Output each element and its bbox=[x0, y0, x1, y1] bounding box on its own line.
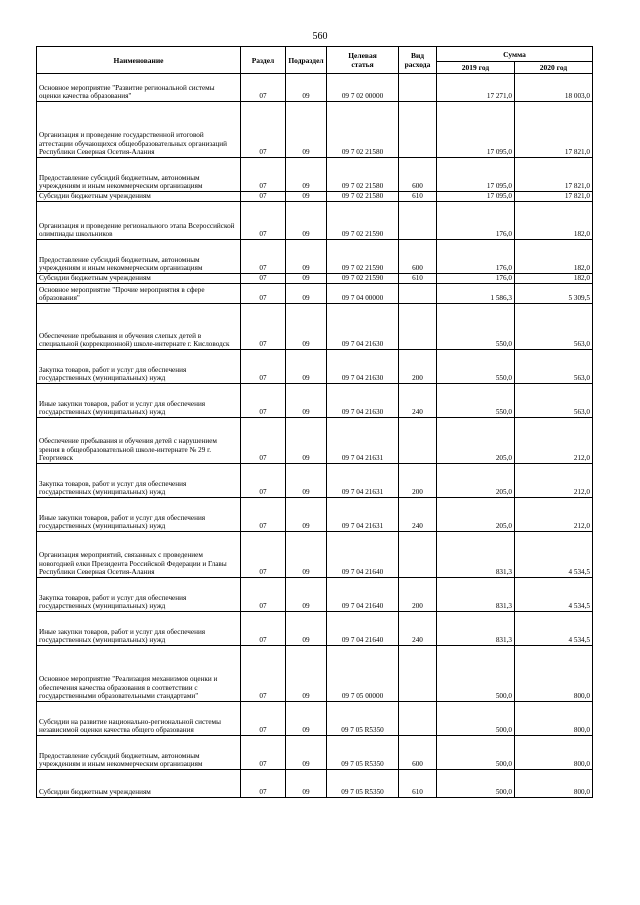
row-type: 610 bbox=[399, 770, 437, 798]
row-sum-2019: 205,0 bbox=[437, 418, 515, 464]
row-sum-2020: 4 534,5 bbox=[515, 612, 593, 646]
row-subsection: 09 bbox=[286, 102, 327, 158]
row-section: 07 bbox=[241, 284, 286, 304]
row-target: 09 7 02 21590 bbox=[327, 274, 399, 284]
header-subsection: Подраздел bbox=[286, 47, 327, 74]
row-sum-2020: 800,0 bbox=[515, 702, 593, 736]
row-target: 09 7 04 21630 bbox=[327, 350, 399, 384]
table-row bbox=[37, 532, 593, 578]
row-sum-2020: 4 534,5 bbox=[515, 578, 593, 612]
row-type bbox=[399, 74, 437, 102]
row-subsection: 09 bbox=[286, 350, 327, 384]
header-year-2020: 2020 год bbox=[515, 62, 593, 74]
row-target: 09 7 02 00000 bbox=[327, 74, 399, 102]
row-target: 09 7 05 R5350 bbox=[327, 736, 399, 770]
table-row bbox=[37, 770, 593, 798]
row-sum-2020: 182,0 bbox=[515, 240, 593, 274]
row-name: Иные закупки товаров, работ и услуг для обеспечения государственных (муниципальных) нужд bbox=[37, 612, 241, 646]
row-sum-2020: 182,0 bbox=[515, 274, 593, 284]
row-section: 07 bbox=[241, 532, 286, 578]
row-sum-2019: 1 586,3 bbox=[437, 284, 515, 304]
row-name: Основное мероприятие "Развитие региональной системы оценки качества образования" bbox=[37, 74, 241, 102]
row-section: 07 bbox=[241, 274, 286, 284]
row-section: 07 bbox=[241, 770, 286, 798]
header-type-line1: Вид bbox=[410, 51, 425, 60]
row-sum-2019: 176,0 bbox=[437, 202, 515, 240]
row-sum-2019: 205,0 bbox=[437, 464, 515, 498]
row-target: 09 7 04 21640 bbox=[327, 578, 399, 612]
row-sum-2020: 212,0 bbox=[515, 464, 593, 498]
row-name: Основное мероприятие "Прочие мероприятия в сфере образования" bbox=[37, 284, 241, 304]
table-row bbox=[37, 702, 593, 736]
row-section: 07 bbox=[241, 418, 286, 464]
table-row bbox=[37, 498, 593, 532]
row-sum-2020: 563,0 bbox=[515, 384, 593, 418]
row-name: Предоставление субсидий бюджетным, автономным учреждениям и иным некоммерческим организациям bbox=[37, 240, 241, 274]
row-sum-2019: 17 095,0 bbox=[437, 158, 515, 192]
row-section: 07 bbox=[241, 384, 286, 418]
row-section: 07 bbox=[241, 612, 286, 646]
row-subsection: 09 bbox=[286, 578, 327, 612]
table-row bbox=[37, 736, 593, 770]
row-target: 09 7 04 21640 bbox=[327, 532, 399, 578]
row-subsection: 09 bbox=[286, 418, 327, 464]
row-target: 09 7 02 21580 bbox=[327, 158, 399, 192]
table-row bbox=[37, 202, 593, 240]
row-sum-2019: 17 095,0 bbox=[437, 192, 515, 202]
header-year-2019: 2019 год bbox=[437, 62, 515, 74]
row-target: 09 7 04 21631 bbox=[327, 464, 399, 498]
row-subsection: 09 bbox=[286, 646, 327, 702]
table-row bbox=[37, 350, 593, 384]
row-name: Закупка товаров, работ и услуг для обеспечения государственных (муниципальных) нужд bbox=[37, 464, 241, 498]
row-name: Организация мероприятий, связанных с проведением новогодней елки Президента Российской Федерации и Главы Республики Северная Осетия-Алания bbox=[37, 532, 241, 578]
row-sum-2019: 500,0 bbox=[437, 736, 515, 770]
row-sum-2019: 831,3 bbox=[437, 578, 515, 612]
row-name: Основное мероприятие "Реализация механизмов оценки и обеспечения качества образования в соответствии с государственными образовательными стандартами" bbox=[37, 646, 241, 702]
row-name: Предоставление субсидий бюджетным, автономным учреждениям и иным некоммерческим организациям bbox=[37, 736, 241, 770]
row-sum-2020: 800,0 bbox=[515, 736, 593, 770]
row-target: 09 7 02 21580 bbox=[327, 102, 399, 158]
table-row bbox=[37, 578, 593, 612]
row-sum-2019: 550,0 bbox=[437, 350, 515, 384]
row-name: Иные закупки товаров, работ и услуг для обеспечения государственных (муниципальных) нужд bbox=[37, 498, 241, 532]
row-type bbox=[399, 102, 437, 158]
table-row bbox=[37, 74, 593, 102]
row-subsection: 09 bbox=[286, 736, 327, 770]
row-sum-2020: 18 003,0 bbox=[515, 74, 593, 102]
row-name: Предоставление субсидий бюджетным, автономным учреждениям и иным некоммерческим организациям bbox=[37, 158, 241, 192]
table-row bbox=[37, 464, 593, 498]
row-name: Организация и проведение регионального этапа Всероссийской олимпиады школьников bbox=[37, 202, 241, 240]
row-target: 09 7 05 00000 bbox=[327, 646, 399, 702]
page-number: 560 bbox=[312, 31, 328, 42]
row-target: 09 7 05 R5350 bbox=[327, 702, 399, 736]
row-section: 07 bbox=[241, 240, 286, 274]
row-type: 600 bbox=[399, 240, 437, 274]
table-row bbox=[37, 418, 593, 464]
row-name: Закупка товаров, работ и услуг для обеспечения государственных (муниципальных) нужд bbox=[37, 350, 241, 384]
table-row bbox=[37, 158, 593, 192]
row-subsection: 09 bbox=[286, 702, 327, 736]
row-type bbox=[399, 418, 437, 464]
row-subsection: 09 bbox=[286, 274, 327, 284]
row-type bbox=[399, 702, 437, 736]
row-target: 09 7 04 21631 bbox=[327, 498, 399, 532]
row-section: 07 bbox=[241, 74, 286, 102]
header-target bbox=[327, 47, 399, 74]
row-type bbox=[399, 532, 437, 578]
row-subsection: 09 bbox=[286, 240, 327, 274]
row-sum-2019: 831,3 bbox=[437, 532, 515, 578]
table-header bbox=[37, 47, 593, 74]
row-section: 07 bbox=[241, 464, 286, 498]
row-sum-2020: 17 821,0 bbox=[515, 192, 593, 202]
row-type: 200 bbox=[399, 350, 437, 384]
row-target: 09 7 02 21590 bbox=[327, 202, 399, 240]
row-subsection: 09 bbox=[286, 202, 327, 240]
row-type: 610 bbox=[399, 192, 437, 202]
row-sum-2020: 563,0 bbox=[515, 350, 593, 384]
row-subsection: 09 bbox=[286, 770, 327, 798]
row-subsection: 09 bbox=[286, 304, 327, 350]
row-section: 07 bbox=[241, 192, 286, 202]
row-name: Иные закупки товаров, работ и услуг для обеспечения государственных (муниципальных) нужд bbox=[37, 384, 241, 418]
row-sum-2019: 205,0 bbox=[437, 498, 515, 532]
row-sum-2019: 500,0 bbox=[437, 646, 515, 702]
row-subsection: 09 bbox=[286, 384, 327, 418]
row-target: 09 7 04 21630 bbox=[327, 304, 399, 350]
row-name: Обеспечение пребывания и обучения детей с нарушением зрения в общеобразовательной школе-интернате № 29 г. Георгиевск bbox=[37, 418, 241, 464]
row-type: 240 bbox=[399, 612, 437, 646]
row-type: 200 bbox=[399, 464, 437, 498]
row-sum-2020: 17 821,0 bbox=[515, 102, 593, 158]
row-sum-2019: 500,0 bbox=[437, 770, 515, 798]
row-type: 610 bbox=[399, 274, 437, 284]
row-subsection: 09 bbox=[286, 158, 327, 192]
row-sum-2019: 831,3 bbox=[437, 612, 515, 646]
row-section: 07 bbox=[241, 304, 286, 350]
row-subsection: 09 bbox=[286, 284, 327, 304]
row-subsection: 09 bbox=[286, 532, 327, 578]
row-section: 07 bbox=[241, 158, 286, 192]
table-row bbox=[37, 284, 593, 304]
row-section: 07 bbox=[241, 498, 286, 532]
row-target: 09 7 02 21590 bbox=[327, 240, 399, 274]
row-section: 07 bbox=[241, 350, 286, 384]
row-sum-2020: 17 821,0 bbox=[515, 158, 593, 192]
row-sum-2019: 550,0 bbox=[437, 304, 515, 350]
table-body bbox=[37, 74, 593, 798]
header-sum: Сумма bbox=[437, 47, 593, 62]
budget-table bbox=[36, 46, 593, 798]
row-subsection: 09 bbox=[286, 612, 327, 646]
row-section: 07 bbox=[241, 702, 286, 736]
row-section: 07 bbox=[241, 646, 286, 702]
row-section: 07 bbox=[241, 736, 286, 770]
row-type bbox=[399, 202, 437, 240]
header-name: Наименование bbox=[37, 47, 241, 74]
row-type: 240 bbox=[399, 384, 437, 418]
row-name: Организация и проведение государственной итоговой аттестации обучающихся общеобразовательных организаций Республики Северная Осетия-Алания bbox=[37, 102, 241, 158]
row-name: Обеспечение пребывания и обучения слепых детей в специальной (коррекционной) школе-интернате г. Кисловодск bbox=[37, 304, 241, 350]
row-target: 09 7 04 00000 bbox=[327, 284, 399, 304]
table-row bbox=[37, 304, 593, 350]
row-sum-2019: 550,0 bbox=[437, 384, 515, 418]
header-type-line2: расхода bbox=[404, 60, 431, 69]
row-sum-2019: 176,0 bbox=[437, 274, 515, 284]
table-row bbox=[37, 384, 593, 418]
row-sum-2020: 563,0 bbox=[515, 304, 593, 350]
row-section: 07 bbox=[241, 202, 286, 240]
row-target: 09 7 04 21640 bbox=[327, 612, 399, 646]
row-sum-2019: 17 271,0 bbox=[437, 74, 515, 102]
row-name: Субсидии бюджетным учреждениям bbox=[37, 770, 241, 798]
row-sum-2019: 500,0 bbox=[437, 702, 515, 736]
table-row bbox=[37, 274, 593, 284]
header-section: Раздел bbox=[241, 47, 286, 74]
row-type: 240 bbox=[399, 498, 437, 532]
row-subsection: 09 bbox=[286, 464, 327, 498]
row-section: 07 bbox=[241, 102, 286, 158]
row-sum-2020: 182,0 bbox=[515, 202, 593, 240]
row-target: 09 7 05 R5350 bbox=[327, 770, 399, 798]
row-target: 09 7 02 21580 bbox=[327, 192, 399, 202]
row-section: 07 bbox=[241, 578, 286, 612]
row-subsection: 09 bbox=[286, 498, 327, 532]
row-name: Закупка товаров, работ и услуг для обеспечения государственных (муниципальных) нужд bbox=[37, 578, 241, 612]
table-row bbox=[37, 102, 593, 158]
row-sum-2019: 176,0 bbox=[437, 240, 515, 274]
row-subsection: 09 bbox=[286, 74, 327, 102]
row-sum-2020: 5 309,5 bbox=[515, 284, 593, 304]
table-row bbox=[37, 612, 593, 646]
header-type bbox=[399, 47, 437, 74]
row-type: 600 bbox=[399, 158, 437, 192]
row-name: Субсидии на развитие национально-региональной системы независимой оценки качества общего образования bbox=[37, 702, 241, 736]
row-target: 09 7 04 21631 bbox=[327, 418, 399, 464]
row-type: 600 bbox=[399, 736, 437, 770]
row-target: 09 7 04 21630 bbox=[327, 384, 399, 418]
row-type bbox=[399, 304, 437, 350]
table-row bbox=[37, 192, 593, 202]
row-sum-2020: 4 534,5 bbox=[515, 532, 593, 578]
row-sum-2020: 212,0 bbox=[515, 418, 593, 464]
table-row bbox=[37, 240, 593, 274]
row-name: Субсидии бюджетным учреждениям bbox=[37, 274, 241, 284]
row-sum-2020: 212,0 bbox=[515, 498, 593, 532]
row-name: Субсидии бюджетным учреждениям bbox=[37, 192, 241, 202]
row-subsection: 09 bbox=[286, 192, 327, 202]
row-type bbox=[399, 284, 437, 304]
row-sum-2019: 17 095,0 bbox=[437, 102, 515, 158]
row-type bbox=[399, 646, 437, 702]
header-target-line2: статья bbox=[351, 60, 374, 69]
row-type: 200 bbox=[399, 578, 437, 612]
header-target-line1: Целевая bbox=[348, 51, 377, 60]
row-sum-2020: 800,0 bbox=[515, 770, 593, 798]
row-sum-2020: 800,0 bbox=[515, 646, 593, 702]
table-row bbox=[37, 646, 593, 702]
